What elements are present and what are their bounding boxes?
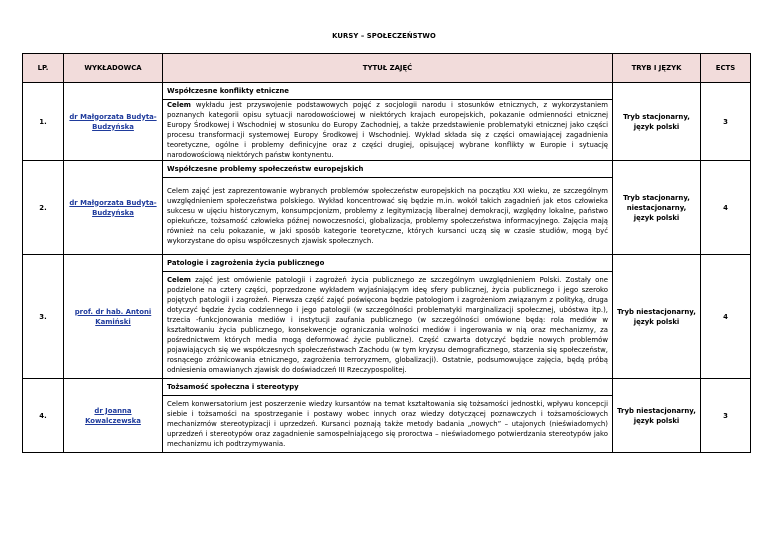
course-description — [163, 100, 613, 161]
course-ects: 4 — [701, 255, 751, 379]
course-description — [163, 178, 613, 255]
header-lp: LP. — [23, 54, 64, 83]
description-lead: Celem — [167, 101, 191, 109]
row-number: 2. — [23, 161, 64, 255]
description-text: Celem konwersatorium jest poszerzenie wiedzy kursantów na temat kształtowania się tożsamości jednostki, wpływu koncepcji siebie i tożsamości na spostrzeganie i postawy wobec innych oraz wiedzy dotyczącej poznawczych i tożsamościowych mechanizmów stereotypizacji i uprzedzeń. Kursanci poznają także metody badania „nowych” – utajonych (nieświadomych) uprzedzeń i stereotypów oraz zagadnienie samospełniającego się proroctwa – nieświadomego potwierdzania stereotypów jako mechanizmu ich podtrzymywania. — [167, 400, 608, 448]
header-title: TYTUŁ ZAJĘĆ — [163, 54, 613, 83]
table-row — [23, 83, 751, 100]
lecturer-cell — [64, 83, 163, 161]
course-mode: Tryb niestacjonarny, język polski — [613, 255, 701, 379]
course-mode: Tryb niestacjonarny, język polski — [613, 379, 701, 453]
lecturer-link[interactable]: dr Małgorzata Budyta-Budzyńska — [69, 112, 157, 131]
header-ects: ECTS — [701, 54, 751, 83]
courses-table — [22, 53, 751, 453]
header-mode: TRYB I JĘZYK — [613, 54, 701, 83]
lecturer-link[interactable]: dr Małgorzata Budyta-Budzyńska — [69, 198, 157, 217]
row-number: 4. — [23, 379, 64, 453]
course-ects: 3 — [701, 83, 751, 161]
description-text: Celem zajęć jest zaprezentowanie wybranych problemów społeczeństw europejskich na początku XXI wieku, ze szczególnym uwzględnieniem społeczeństwa polskiego. Wykład koncentrować się będzie m.in. wokół takich zagadnień jak etos człowieka sukcesu w ujęciu historycznym, konsumpcjonizm, problemy z legitymizacją liberalnej demokracji, względny lokalne, państwo opiekuńcze, tożsamość człowieka późnej nowoczesności, globalizacja, problemy społeczeństwa informacyjnego. Zajęcia mają również na celu pokazanie, w jaki sposób kategorie teoretyczne, których kursanci uczą się w czasie studiów, mogą być wykorzystane do opisu współczesnych zjawisk społecznych. — [167, 187, 608, 245]
table-row — [23, 161, 751, 178]
course-description — [163, 272, 613, 379]
lecturer-cell — [64, 379, 163, 453]
course-ects: 3 — [701, 379, 751, 453]
course-description — [163, 396, 613, 453]
header-lecturer: WYKŁADOWCA — [64, 54, 163, 83]
lecturer-link[interactable]: dr Joanna Kowalczewska — [85, 406, 141, 425]
course-topic: Współczesne konflikty etniczne — [163, 83, 613, 100]
course-ects: 4 — [701, 161, 751, 255]
course-mode: Tryb stacjonarny, niestacjonarny, język polski — [613, 161, 701, 255]
lecturer-link[interactable]: prof. dr hab. Antoni Kamiński — [74, 307, 152, 326]
course-topic: Tożsamość społeczna i stereotypy — [163, 379, 613, 396]
table-header-row — [23, 54, 751, 83]
description-lead: Celem — [167, 276, 191, 284]
row-number: 3. — [23, 255, 64, 379]
course-mode: Tryb stacjonarny, język polski — [613, 83, 701, 161]
table-row — [23, 379, 751, 396]
description-text: wykładu jest przyswojenie podstawowych pojęć z socjologii narodu i stosunków etnicznych, z wykorzystaniem poznanych kategorii opisu sytuacji narodowościowej w niektórych krajach europejskich, pokazanie odmienności etnicznej Europy Środkowej i Wschodniej w stosunku do Europy Zachodniej, a także przedstawienie problematyki etnicznej jako części procesu transformacji systemowej Europy Środkowej i Wschodniej. Wykład składa się z części omawiającej zagadnienia teoretyczne, ogólne i problemy definicyjne oraz z części drugiej, opisującej wybrane konflikty w Europie i sytuację narodowościową niektórych państw kontynentu. — [167, 101, 608, 159]
table-row — [23, 255, 751, 272]
lecturer-cell — [64, 255, 163, 379]
lecturer-cell — [64, 161, 163, 255]
row-number: 1. — [23, 83, 64, 161]
description-text: zajęć jest omówienie patologii i zagrożeń życia publicznego ze szczególnym uwzględnieniem Polski. Zostały one podzielone na cztery części, poprzedzone wykładem wyjaśniającym ideę sfery publicznej, życia publicznego i jego szeroko pojętych patologii i zagrożeń. Pierwsza część zajęć poświęcona będzie patologiom i zagrożeniom związanym z polityką, druga dotyczyć będzie życia codziennego i jego patologii (w szczególności problematyki marginalizacji społecznej, ubóstwa itp.), trzecia -funkcjonowania mediów i instytucji zaufania publicznego (w szczególności omówione będą: rola mediów w kształtowaniu życia publicznego, konsekwencje ograniczania wolności mediów i ingerowania w nią oraz mechanizmy, za pośrednictwem których media mogą deformować życie publiczne). Część czwarta dotyczyć będzie nowych problemów pojawiających się we współczesnych społeczeństwach Zachodu (w tym kryzysu demograficznego, starzenia się społeczeństw, rosnącego zróżnicowania etnicznego, zagrożenia terroryzmem, globalizacji). Ostatnie, podsumowujące zajęcia, będą próbą odniesienia omawianych zjawisk do doświadczeń III Rzeczypospolitej. — [167, 276, 608, 374]
course-topic: Współczesne problemy społeczeństw europejskich — [163, 161, 613, 178]
course-topic: Patologie i zagrożenia życia publicznego — [163, 255, 613, 272]
page-title: KURSY – SPOŁECZEŃSTWO — [332, 32, 436, 40]
